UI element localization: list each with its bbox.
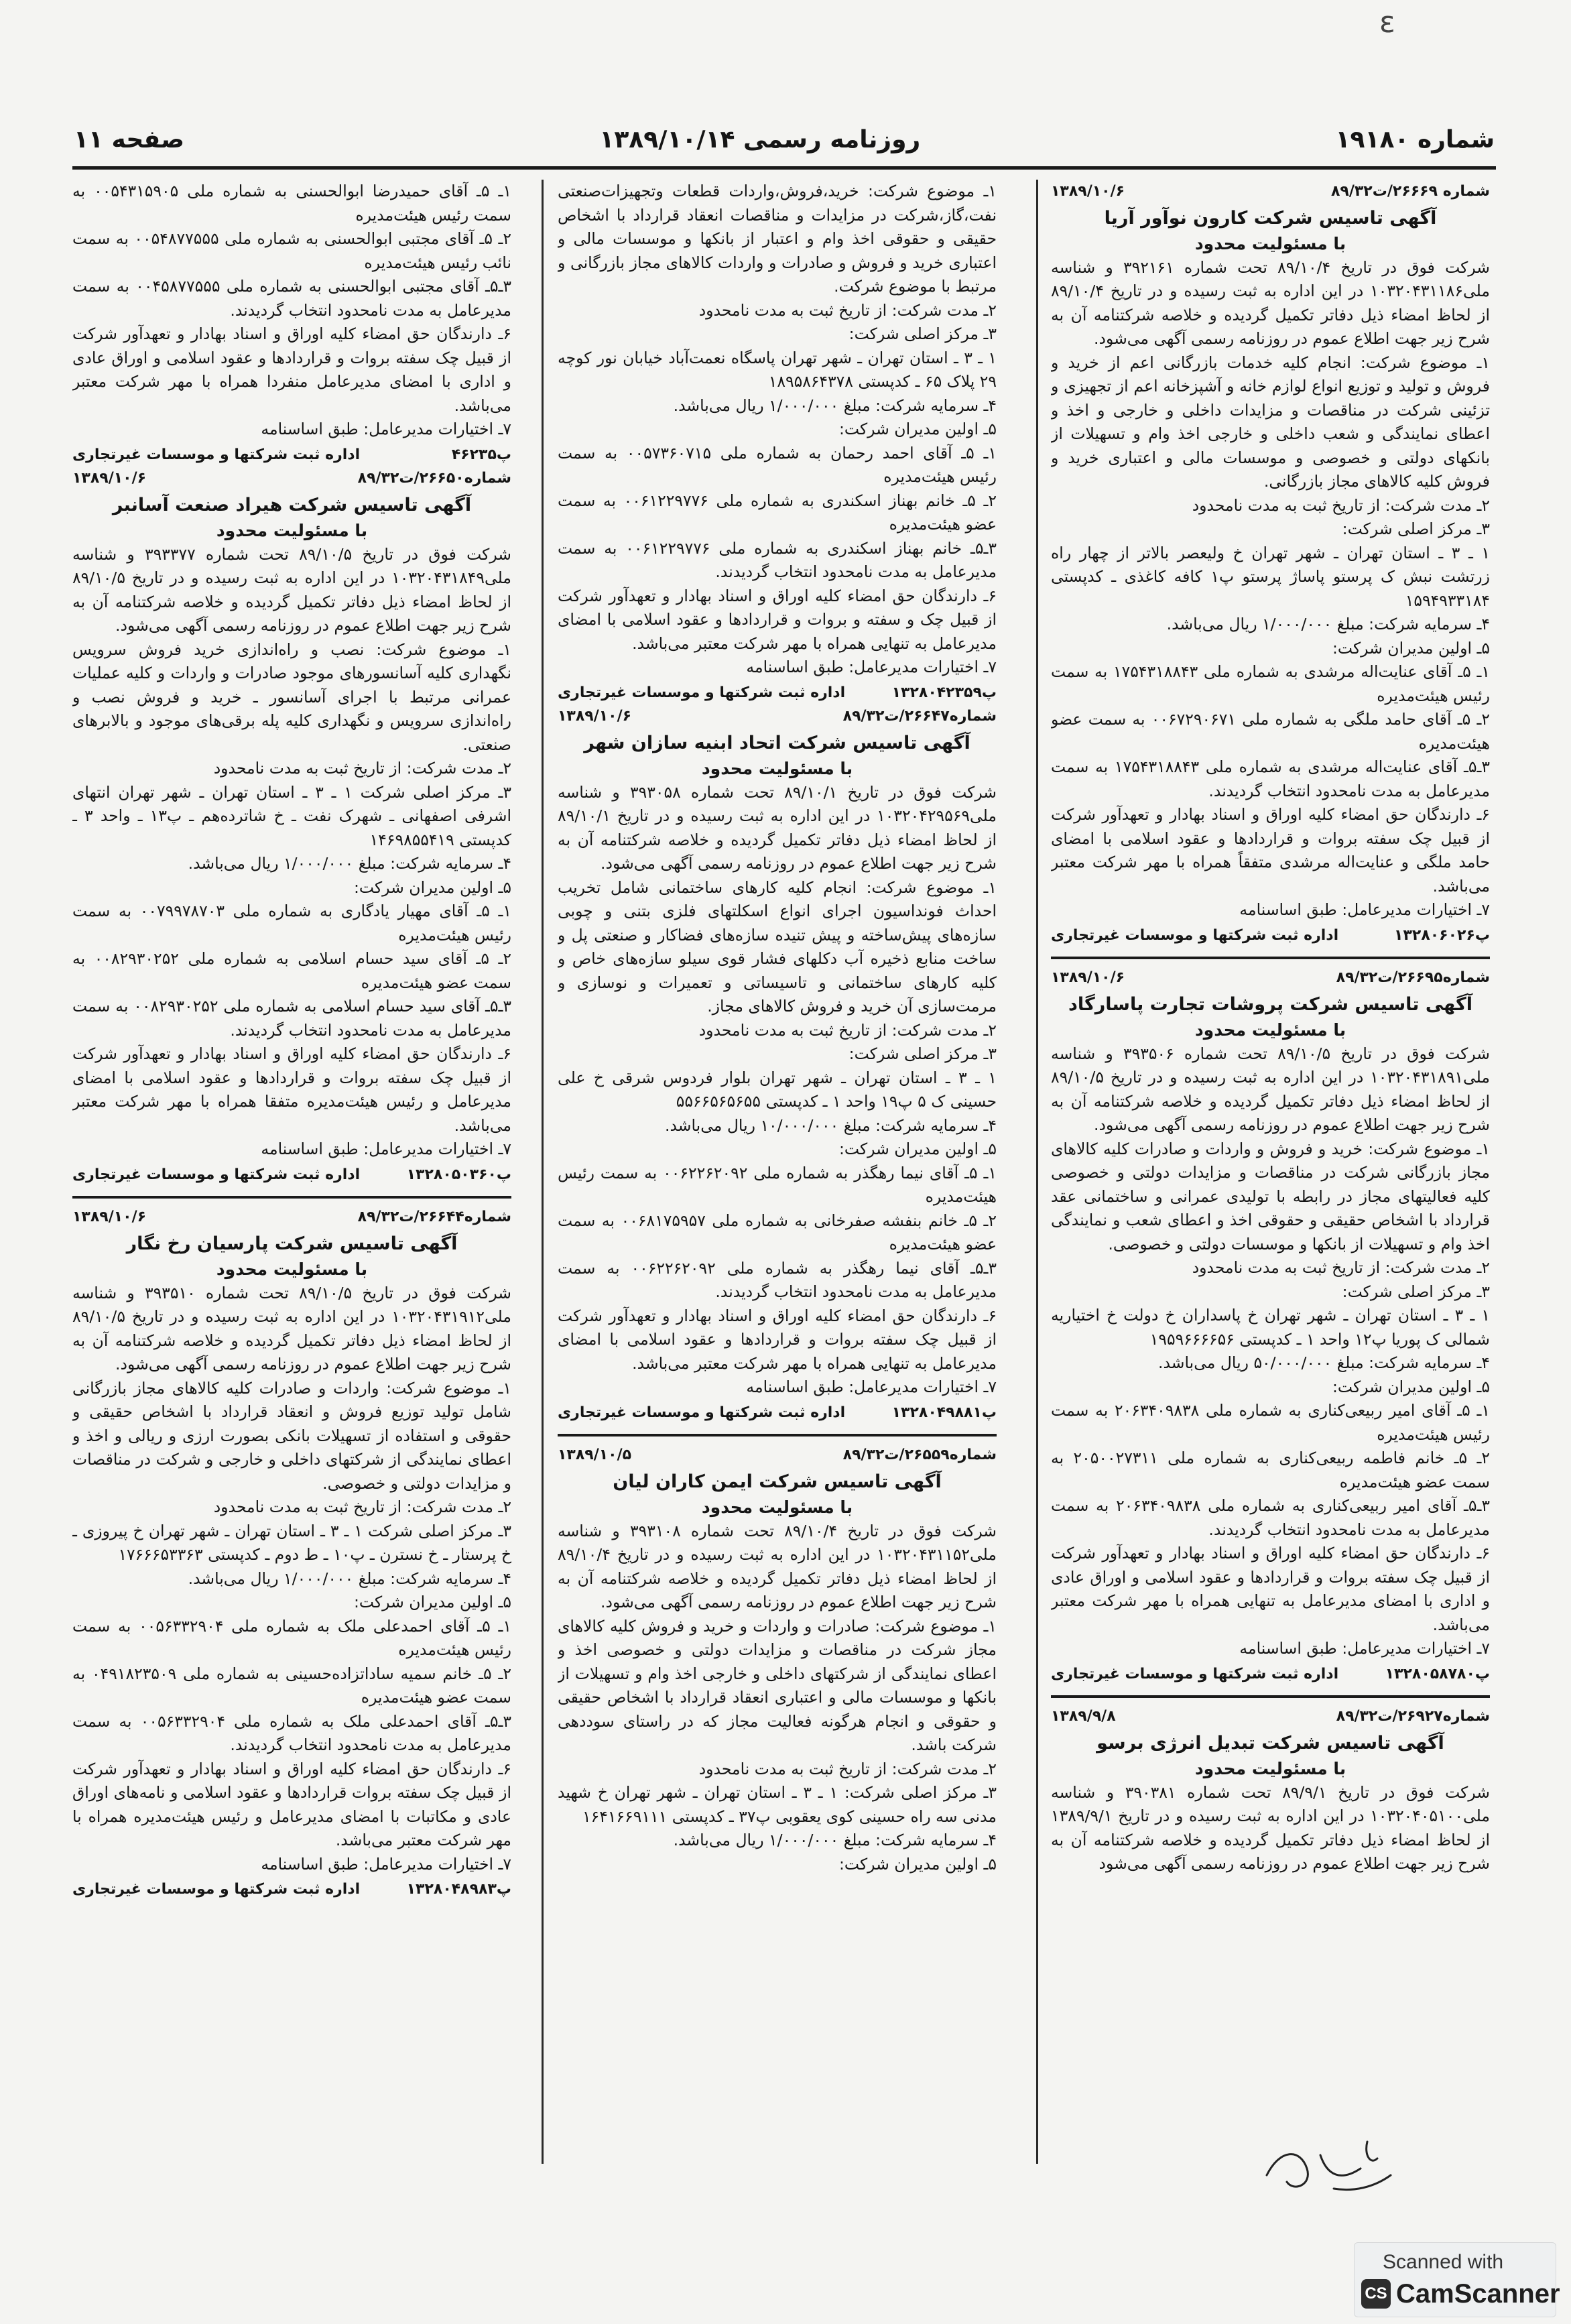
notice-ref-number: شماره۲۶۶۹۵/ت۸۹/۳۲ bbox=[1336, 969, 1490, 986]
notice-ref-number: شماره ۲۶۶۶۹/ت۸۹/۳۲ bbox=[1330, 183, 1490, 200]
notice-paragraph: ۷ـ اختیارات مدیرعامل: طبق اساسنامه bbox=[261, 1854, 511, 1874]
notice-footer bbox=[72, 1163, 511, 1187]
notice-ref-number: شماره۲۶۶۴۴/ت۸۹/۳۲ bbox=[357, 1209, 511, 1225]
notice-paragraph: ۲ـ مدت شرکت: از تاریخ ثبت به مدت نامحدود bbox=[1192, 495, 1490, 515]
notice-paragraph: ۷ـ اختیارات مدیرعامل: طبق اساسنامه bbox=[261, 420, 511, 438]
notice-paragraph: ۲ـ ۵ـ آقای سید حسام اسلامی به شماره ملی ۰۰۸۲۹۳۰۲۵۲ به سمت عضو هیئت‌مدیره bbox=[72, 949, 511, 992]
notice-paragraph: ۲ـ ۵ـ خانم سمیه ساداتزاده‌حسینی به شماره ملی ۰۴۹۱۸۲۳۵۰۹ به سمت عضو هیئت‌مدیره bbox=[72, 1664, 511, 1707]
registration-notice bbox=[1051, 957, 1490, 1695]
camscanner-watermark bbox=[1354, 2242, 1560, 2317]
notice-code: پ۱۳۲۸۰۶۰۲۶ bbox=[1394, 926, 1490, 944]
notice-paragraph: ۱ـ موضوع شرکت: واردات و صادرات کلیه کالاهای مجاز بازرگانی شامل تولید توزیع فروش و انعقاد قرارداد با اشخاص حقیقی و حقوقی و استفاده از تسهیلات بانکی بصورت ارزی و ریالی و اخذ و اعطای نمایندگی از شرکتهای داخلی و خارجی و شرکت در مناقصات و مزایدات دولتی و خصوصی. bbox=[72, 1378, 511, 1493]
notice-paragraph: ۶ـ دارندگان حق امضاء کلیه اوراق و اسناد بهادار و تعهدآور شرکت از قبیل چک سفته بروات و قراردادها و عقود اسلامی با امضای حامد ملگی و عنایت‌اله مرشدی متفقاً همراه با مهر شرکت معتبر می‌باشد. bbox=[1051, 805, 1490, 896]
notice-paragraph: ۲ـ ۵ـ آقای مجتبی ابوالحسنی به شماره ملی ۰۰۵۴۸۷۷۵۵۵ به سمت نائب رئیس هیئت‌مدیره bbox=[72, 229, 511, 272]
continued-notice-body bbox=[558, 180, 997, 680]
notice-date: ۱۳۸۹/۱۰/۶ bbox=[72, 1209, 147, 1225]
notice-subtitle: با مسئولیت محدود bbox=[1194, 233, 1346, 253]
notice-body bbox=[558, 781, 997, 1400]
notice-paragraph: شرکت فوق در تاریخ ۸۹/۹/۱ تحت شماره ۳۹۰۳۸۱ و شناسه ملی۱۰۳۲۰۴۰۵۱۰۰ در این اداره به ثبت رسیده و در تاریخ ۱۳۸۹/۹/۱ از لحاظ امضاء ذیل دفاتر تکمیل گردیده و خلاصه شرکتنامه آن به شرح زیر جهت اطلاع عموم در روزنامه رسمی آگهی می‌شود bbox=[1051, 1782, 1490, 1873]
notice-paragraph: ۳ـ مرکز اصلی شرکت ۱ ـ ۳ ـ استان تهران ـ شهر تهران خ پیروزی ـ خ پرستار ـ خ نسترن ـ پ۱۰ ـ ط دوم ـ کدپستی ۱۷۶۶۶۵۳۳۶۳ bbox=[72, 1521, 511, 1564]
notice-paragraph: ۱ـ ۵ـ آقای احمد رحمان به شماره ملی ۰۰۵۷۳۶۰۷۱۵ به سمت رئیس هیئت‌مدیره bbox=[558, 443, 997, 486]
notice-subtitle: با مسئولیت محدود bbox=[216, 1259, 368, 1279]
registration-notice bbox=[558, 705, 997, 1434]
notice-date: ۱۳۸۹/۱۰/۵ bbox=[558, 1447, 632, 1463]
notice-ref-number: شماره۲۶۶۴۷/ت۸۹/۳۲ bbox=[842, 708, 997, 725]
notice-paragraph: ۷ـ اختیارات مدیرعامل: طبق اساسنامه bbox=[746, 1378, 997, 1396]
registry-office: اداره ثبت شرکتها و موسسات غیرتجاری bbox=[558, 1404, 846, 1421]
notice-paragraph: ۵ـ اولین مدیران شرکت: bbox=[354, 1593, 511, 1611]
notice-paragraph: شرکت فوق در تاریخ ۸۹/۱۰/۵ تحت شماره ۳۹۳۵۱۰ و شناسه ملی۱۰۳۲۰۴۳۱۹۱۲ در این اداره به ثبت رسیده و در تاریخ ۸۹/۱۰/۵ از لحاظ امضاء ذیل دفاتر تکمیل گردیده و خلاصه شرکتنامه آن به شرح زیر جهت اطلاع عموم در روزنامه رسمی آگهی می‌شود. bbox=[72, 1283, 511, 1373]
notice-paragraph: ۳ـ مرکز اصلی شرکت: bbox=[1342, 519, 1490, 538]
notice-paragraph: ۲ـ مدت شرکت: از تاریخ ثبت به مدت نامحدود bbox=[1192, 1258, 1490, 1277]
notice-paragraph: ۱ـ ۵ـ آقای عنایت‌اله مرشدی به شماره ملی ۱۷۵۴۳۱۸۸۴۳ به سمت رئیس هیئت‌مدیره bbox=[1051, 662, 1490, 705]
notice-paragraph: ۶ـ دارندگان حق امضاء کلیه اوراق و اسناد بهادار و تعهدآور شرکت از قبیل چک سفته بروات و قراردادها و عقود اسلامی و اوراق عادی و اداری با امضای مدیرعامل منفردا همراه با مهر شرکت معتبر می‌باشد. bbox=[72, 324, 511, 415]
notice-paragraph: ۴ـ سرمایه شرکت: مبلغ ۱/۰۰۰/۰۰۰ ریال می‌باشد. bbox=[673, 1831, 997, 1849]
watermark-caption: Scanned with bbox=[1383, 2251, 1504, 2273]
notice-ref-number: شماره۲۶۹۲۷/ت۸۹/۳۲ bbox=[1336, 1708, 1490, 1725]
continued-notice bbox=[558, 180, 997, 705]
notice-paragraph: ۳ـ۵ـ آقای نیما رهگذر به شماره ملی ۰۰۶۲۲۶۲۰۹۲ به سمت مدیرعامل به مدت نامحدود انتخاب گردیدند. bbox=[558, 1258, 997, 1301]
notice-paragraph: ۷ـ اختیارات مدیرعامل: طبق اساسنامه bbox=[261, 1140, 511, 1158]
notice-reference-line bbox=[558, 705, 997, 729]
notice-subtitle: با مسئولیت محدود bbox=[1194, 1758, 1346, 1778]
notice-body bbox=[1051, 1042, 1490, 1661]
column-divider bbox=[542, 180, 544, 2164]
notice-paragraph: ۲ـ مدت شرکت: از تاریخ ثبت به مدت نامحدود bbox=[698, 300, 997, 320]
page-header bbox=[74, 119, 1495, 160]
registry-office: اداره ثبت شرکتها و موسسات غیرتجاری bbox=[558, 684, 846, 701]
left-column bbox=[72, 180, 511, 2164]
notice-code: پ۱۳۲۸۰۴۹۸۸۱ bbox=[891, 1404, 997, 1421]
notice-paragraph: ۴ـ سرمایه شرکت: مبلغ ۵۰/۰۰۰/۰۰۰ ریال می‌باشد. bbox=[1158, 1353, 1490, 1372]
notice-paragraph: ۱ـ ۵ـ آقای امیر ربیعی‌کناری به شماره ملی ۲۰۶۳۴۰۹۸۳۸ به سمت رئیس هیئت‌مدیره bbox=[1051, 1401, 1490, 1444]
notice-paragraph: ۴ـ سرمایه شرکت: مبلغ ۱/۰۰۰/۰۰۰ ریال می‌باشد. bbox=[188, 1569, 511, 1588]
notice-code: پ۴۶۲۳۵ bbox=[451, 446, 511, 463]
notice-code: پ۱۳۲۸۰۴۲۳۵۹ bbox=[891, 684, 997, 701]
notice-paragraph: ۱ـ موضوع شرکت: انجام کلیه خدمات بازرگانی اعم از خرید و فروش و تولید و توزیع انواع لوازم خانه و آشپزخانه اعم از تجهیزی و تزئینی شرکت در مناقصات و مزایدات داخلی و خارجی و اخذ و اعطای نمایندگی و شعب داخلی و خارجی اخذ وام و تسهیلات از بانکهای دولتی و خصوصی و موسسات مالی و اعتباری خرید و فروش کلیه کالاهای مجاز بازرگانی. bbox=[1051, 353, 1490, 491]
notice-footer bbox=[1051, 924, 1490, 948]
notice-body bbox=[1051, 256, 1490, 922]
registry-office: اداره ثبت شرکتها و موسسات غیرتجاری bbox=[1051, 1665, 1339, 1683]
registration-notice bbox=[558, 1434, 997, 1886]
notice-paragraph: ۱ـ موضوع شرکت: خرید و فروش و واردات و صادرات کلیه کالاهای مجاز بازرگانی شرکت در مناقصات و مزایدات دولتی و خصوصی کلیه فعالیتهای مجاز در رابطه با تولیدی عمرانی و ساختمانی عقد قرارداد با اشخاص حقیقی و حقوقی اخذ و اعطای شعب و نمایندگی اخذ وام و تسهیلات از بانکها و موسسات دولتی و خصوصی. bbox=[1051, 1139, 1490, 1253]
notice-paragraph: ۵ـ اولین مدیران شرکت: bbox=[354, 877, 511, 897]
notice-paragraph: ۱ـ موضوع شرکت: انجام کلیه کارهای ساختمانی شامل تخریب احداث فونداسیون اجرای انواع اسکلتهای فلزی بتنی و چوبی سازه‌های پیش‌ساخته و پیش تنیده سازه‌های فضاکار و صنعتی پل و ساخت منابع ذخیره آب دکلهای فشار قوی سیلو سازه‌های خاص و کلیه کارهای ساختمانی و تاسیساتی و تعمیرات و نوسازی و مرمت‌سازی آن خرید و فروش کالاهای مجاز. bbox=[558, 877, 997, 1016]
notice-paragraph: ۲ـ مدت شرکت: از تاریخ ثبت به مدت نامحدود bbox=[213, 759, 511, 778]
notice-paragraph: شرکت فوق در تاریخ ۸۹/۱۰/۵ تحت شماره ۳۹۳۳۷۷ و شناسه ملی۱۰۳۲۰۴۳۱۸۴۹ در این اداره به ثبت رسیده و در تاریخ ۸۹/۱۰/۵ از لحاظ امضاء ذیل دفاتر تکمیل گردیده و خلاصه شرکتنامه آن به شرح زیر جهت اطلاع عموم در روزنامه رسمی آگهی می‌شود. bbox=[72, 544, 511, 635]
notice-paragraph: ۳ـ مرکز اصلی شرکت ۱ ـ ۳ ـ استان تهران ـ شهر تهران انتهای اشرفی اصفهانی ـ شهرک نفت ـ خ شاترده‌هم ـ پ۱۳ ـ واحد ۳ ـ کدپستی ۱۴۶۹۸۵۵۴۱۹ bbox=[72, 782, 511, 849]
notice-paragraph: ۳ـ۵ـ آقای مجتبی ابوالحسنی به شماره ملی ۰۰۴۵۸۷۷۵۵۵ به سمت مدیرعامل به مدت نامحدود انتخاب گردیدند. bbox=[72, 277, 511, 320]
header-rule bbox=[72, 166, 1496, 170]
middle-column bbox=[558, 180, 997, 2164]
notice-paragraph: شرکت فوق در تاریخ ۸۹/۱۰/۴ تحت شماره ۳۹۳۱۰۸ و شناسه ملی۱۰۳۲۰۴۳۱۱۵۲ در این اداره به ثبت رسیده و در تاریخ ۸۹/۱۰/۴ از لحاظ امضاء ذیل دفاتر تکمیل گردیده و خلاصه شرکتنامه آن به شرح زیر جهت اطلاع عموم در روزنامه رسمی آگهی می‌شود. bbox=[558, 1521, 997, 1611]
notice-paragraph: ۳ـ۵ـ آقای احمدعلی ملک به شماره ملی ۰۰۵۶۳۳۲۹۰۴ به سمت مدیرعامل به مدت نامحدود انتخاب گردیدند. bbox=[72, 1711, 511, 1754]
notice-reference-line bbox=[72, 1205, 511, 1229]
notice-paragraph: ۵ـ اولین مدیران شرکت: bbox=[1332, 1377, 1490, 1396]
notice-paragraph: ۳ـ مرکز اصلی شرکت: bbox=[849, 1044, 997, 1063]
notice-paragraph: ۴ـ سرمایه شرکت: مبلغ ۱۰/۰۰۰/۰۰۰ ریال می‌باشد. bbox=[665, 1115, 997, 1135]
registration-notice bbox=[1051, 1695, 1490, 1886]
notice-title: آگهی تاسیس شرکت پارسیان رخ نگار bbox=[126, 1233, 458, 1254]
notice-paragraph: ۳ـ۵ـ آقای امیر ربیعی‌کناری به شماره ملی ۲۰۶۳۴۰۹۸۳۸ به سمت مدیرعامل به مدت نامحدود انتخاب گردیدند. bbox=[1051, 1496, 1490, 1539]
notice-date: ۱۳۸۹/۱۰/۶ bbox=[72, 470, 147, 487]
notice-paragraph: ۴ـ سرمایه شرکت: مبلغ ۱/۰۰۰/۰۰۰ ریال می‌باشد. bbox=[673, 395, 997, 415]
notice-ref-number: شماره۲۶۵۵۹/ت۸۹/۳۲ bbox=[842, 1447, 997, 1463]
corner-mark: ε bbox=[1379, 5, 1395, 40]
notice-paragraph: ۳ـ۵ـ آقای عنایت‌اله مرشدی به شماره ملی ۱۷۵۴۳۱۸۸۴۳ به سمت مدیرعامل به مدت نامحدود انتخاب گردیدند. bbox=[1051, 757, 1490, 800]
notice-body bbox=[72, 1282, 511, 1877]
notice-footer bbox=[72, 443, 511, 467]
newspaper-date-title: روزنامه رسمی ۱۳۸۹/۱۰/۱۴ bbox=[599, 125, 921, 154]
notice-title: آگهی تاسیس شرکت ایمن کاران لیان bbox=[613, 1471, 942, 1492]
watermark-brand: CamScanner bbox=[1396, 2279, 1560, 2309]
page-number: صفحه ۱۱ bbox=[74, 125, 184, 154]
notice-paragraph: ۱ـ موضوع شرکت: صادرات و واردات و خرید و فروش کلیه کالاهای مجاز شرکت در مناقصات و مزایدات دولتی و خصوصی اخذ و اعطای نمایندگی از شرکتهای داخلی و خارجی اخذ وام و تسهیلات از بانکها و موسسات مالی و اعتباری انعقاد قرارداد با اشخاص حقیقی و حقوقی و انجام هرگونه فعالیت مجاز که در راستای سوددهی شرکت باشد. bbox=[558, 1616, 997, 1754]
notice-paragraph: ۳ـ مرکز اصلی شرکت: ۱ ـ ۳ ـ استان تهران ـ شهر تهران خ شهید مدنی سه راه حسینی کوی یعقوبی پ۳۷ ـ کدپستی ۱۶۴۱۶۶۹۱۱۱ bbox=[558, 1783, 997, 1826]
notice-paragraph: ۵ـ اولین مدیران شرکت: bbox=[1332, 638, 1490, 658]
notice-paragraph: ۶ـ دارندگان حق امضاء کلیه اوراق و اسناد بهادار و تعهدآور شرکت از قبیل چک سفته بروات و قراردادها و عقود اسلامی با امضای مدیرعامل به تنهایی همراه با مهر شرکت معتبر می‌باشد. bbox=[558, 1306, 997, 1373]
notice-body bbox=[558, 1520, 997, 1877]
notice-paragraph: ۱ ـ ۳ ـ استان تهران ـ شهر تهران خ ولیعصر بالاتر از چهار راه زرتشت نبش ک پرستو پاساژ پرستو پ۱ کافه کاغذی ـ کدپستی ۱۵۹۴۹۳۳۱۸۴ bbox=[1051, 543, 1490, 610]
continued-notice bbox=[72, 180, 511, 467]
continued-notice-body bbox=[72, 180, 511, 442]
notice-paragraph: ۶ـ دارندگان حق امضاء کلیه اوراق و اسناد بهادار و تعهدآور شرکت از قبیل چک سفته بروات و قراردادها و عقود اسلامی و اوراق عادی و اداری با امضای مدیرعامل به تنهایی همراه با مهر شرکت معتبر می‌باشد. bbox=[1051, 1544, 1490, 1634]
notice-paragraph: ۲ـ مدت شرکت: از تاریخ ثبت به مدت نامحدود bbox=[698, 1020, 997, 1040]
notice-code: پ۱۳۲۸۰۴۸۹۸۳ bbox=[406, 1881, 511, 1898]
notice-paragraph: ۶ـ دارندگان حق امضاء کلیه اوراق و اسناد بهادار و تعهدآور شرکت از قبیل چک سفته بروات قراردادها و عقود اسلامی و نامه‌های اوراق عادی و مکاتبات با امضای مدیرعامل و رئیس هیئت‌مدیره همراه با مهر شرکت معتبر می‌باشد. bbox=[72, 1759, 511, 1849]
right-column bbox=[1051, 180, 1490, 2164]
notice-paragraph: ۳ـ مرکز اصلی شرکت: bbox=[1342, 1282, 1490, 1301]
notice-date: ۱۳۸۹/۱۰/۶ bbox=[1051, 969, 1125, 986]
notice-paragraph: ۱ ـ ۳ ـ استان تهران ـ شهر تهران خ پاسداران خ دولت خ اختیاریه شمالی ک پوریا پ۱۲ واحد ۱ ـ کدپستی ۱۹۵۹۶۶۶۶۵۶ bbox=[1051, 1306, 1490, 1349]
notice-subtitle: با مسئولیت محدود bbox=[1194, 1020, 1346, 1040]
notice-paragraph: ۲ـ ۵ـ خانم بنفشه صفرخانی به شماره ملی ۰۰۶۸۱۷۵۹۵۷ به سمت عضو هیئت‌مدیره bbox=[558, 1211, 997, 1253]
registry-office: اداره ثبت شرکتها و موسسات غیرتجاری bbox=[72, 446, 361, 463]
notice-date: ۱۳۸۹/۱۰/۶ bbox=[558, 708, 632, 725]
notice-reference-line bbox=[558, 1443, 997, 1467]
issue-number: شماره ۱۹۱۸۰ bbox=[1335, 125, 1495, 154]
notice-paragraph: ۲ـ ۵ـ آقای حامد ملگی به شماره ملی ۰۰۶۷۲۹۰۶۷۱ به سمت عضو هیئت‌مدیره bbox=[1051, 710, 1490, 753]
notice-title: آگهی تاسیس شرکت پروشات تجارت پاسارگاد bbox=[1068, 993, 1472, 1015]
notice-paragraph: ۳ـ۵ـ خانم بهناز اسکندری به شماره ملی ۰۰۶۱۲۲۹۷۷۶ به سمت مدیرعامل به مدت نامحدود انتخاب گردیدند. bbox=[558, 538, 997, 581]
notice-paragraph: ۱ـ موضوع شرکت: نصب و راه‌اندازی خرید فروش سرویس نگهداری کلیه آسانسورهای موجود صادرات و واردات و کلیه عملیات عمرانی مرتبط با اجرای آسانسور ـ خرید و فروش نصب و راه‌اندازی سرویس و نگهداری کلیه پله برقی‌های موجود و بالابرهای صنعتی. bbox=[72, 639, 511, 754]
notice-title: آگهی تاسیس شرکت هیراد صنعت آسانبر bbox=[112, 494, 472, 515]
handwritten-signature bbox=[1253, 2128, 1401, 2209]
notice-paragraph: شرکت فوق در تاریخ ۸۹/۱۰/۱ تحت شماره ۳۹۳۰۵۸ و شناسه ملی۱۰۳۲۰۴۲۹۵۶۹ در این اداره به ثبت رسیده و در تاریخ ۸۹/۱۰/۱ از لحاظ امضاء ذیل دفاتر تکمیل گردیده و خلاصه شرکتنامه آن به شرح زیر جهت اطلاع عموم در روزنامه رسمی آگهی می‌شود. bbox=[558, 782, 997, 873]
registry-office: اداره ثبت شرکتها و موسسات غیرتجاری bbox=[72, 1881, 361, 1898]
notice-paragraph: ۷ـ اختیارات مدیرعامل: طبق اساسنامه bbox=[746, 658, 997, 676]
notice-paragraph: ۱ـ ۵ـ آقای مهیار یادگاری به شماره ملی ۰۰۷۹۹۷۸۷۰۳ به سمت رئیس هیئت‌مدیره bbox=[72, 902, 511, 944]
notice-footer bbox=[72, 1878, 511, 1902]
notice-paragraph: ۶ـ دارندگان حق امضاء کلیه اوراق و اسناد بهادار و تعهدآور شرکت از قبیل چک و سفته و بروات و قراردادها و عقود اسلامی با امضای مدیرعامل به تنهایی همراه با مهر شرکت معتبر می‌باشد. bbox=[558, 586, 997, 653]
notice-reference-line bbox=[1051, 180, 1490, 204]
notice-paragraph: ۱ ـ ۳ ـ استان تهران ـ شهر تهران پاسگاه نعمت‌آباد خیابان نور کوچه ۲۹ پلاک ۶۵ ـ کدپستی ۱۸۹۵۸۶۴۳۷۸ bbox=[558, 348, 997, 391]
notice-date: ۱۳۸۹/۱۰/۶ bbox=[1051, 183, 1125, 200]
notice-date: ۱۳۸۹/۹/۸ bbox=[1051, 1708, 1116, 1725]
notice-paragraph: ۱ ـ ۳ ـ استان تهران ـ شهر تهران بلوار فردوس شرقی خ علی حسینی ک ۵ پ۱۹ واحد ۱ ـ کدپستی ۵۵۶۶۵۶۵۶۵۵ bbox=[558, 1068, 997, 1111]
camscanner-logo-icon: CS bbox=[1361, 2279, 1391, 2309]
notice-title: آگهی تاسیس شرکت کارون نوآور آریا bbox=[1104, 207, 1437, 229]
notice-subtitle: با مسئولیت محدود bbox=[701, 1497, 853, 1517]
notice-paragraph: ۲ـ مدت شرکت: از تاریخ ثبت به مدت نامحدود bbox=[698, 1759, 997, 1778]
notice-paragraph: ۵ـ اولین مدیران شرکت: bbox=[839, 1140, 997, 1158]
notice-paragraph: ۵ـ اولین مدیران شرکت: bbox=[839, 1854, 997, 1874]
registration-notice bbox=[72, 467, 511, 1196]
notice-paragraph: ۶ـ دارندگان حق امضاء کلیه اوراق و اسناد بهادار و تعهدآور شرکت از قبیل چک سفته بروات و قراردادها و عقود اسلامی با امضای مدیرعامل و رئیس هیئت‌مدیره متفقا همراه با مهر شرکت معتبر می‌باشد. bbox=[72, 1044, 511, 1135]
notice-paragraph: ۱ـ موضوع شرکت: خرید،فروش،واردات قطعات وتجهیزات‌صنعتی نفت،گاز،شرکت در مزایدات و مناقصات انعقاد قرارداد با اشخاص حقیقی و حقوقی اخذ وام و اعتبار از بانکها و موسسات مالی و اعتباری خرید و فروش و صادرات و واردات کالاهای مجاز بازرگانی و مرتبط با موضوع شرکت. bbox=[558, 182, 997, 296]
notice-reference-line bbox=[72, 467, 511, 491]
notice-reference-line bbox=[1051, 966, 1490, 990]
notice-subtitle: با مسئولیت محدود bbox=[216, 520, 368, 540]
notice-paragraph: ۵ـ اولین مدیران شرکت: bbox=[839, 420, 997, 438]
notice-paragraph: ۱ـ ۵ـ آقای احمدعلی ملک به شماره ملی ۰۰۵۶۳۳۲۹۰۴ به سمت رئیس هیئت‌مدیره bbox=[72, 1616, 511, 1659]
notice-paragraph: ۷ـ اختیارات مدیرعامل: طبق اساسنامه bbox=[1239, 900, 1490, 919]
notice-paragraph: ۳ـ مرکز اصلی شرکت: bbox=[849, 324, 997, 343]
notice-ref-number: شماره۲۶۶۵۰/ت۸۹/۳۲ bbox=[357, 470, 511, 487]
registry-office: اداره ثبت شرکتها و موسسات غیرتجاری bbox=[72, 1166, 361, 1183]
notice-paragraph: ۱ـ ۵ـ آقای نیما رهگذر به شماره ملی ۰۰۶۲۲۶۲۰۹۲ به سمت رئیس هیئت‌مدیره bbox=[558, 1163, 997, 1206]
notice-footer bbox=[1051, 1662, 1490, 1687]
registration-notice bbox=[1051, 180, 1490, 957]
notice-paragraph: شرکت فوق در تاریخ ۸۹/۱۰/۵ تحت شماره ۳۹۳۵۰۶ و شناسه ملی۱۰۳۲۰۴۳۱۸۹۱ در این اداره به ثبت رسیده و در تاریخ ۸۹/۱۰/۵ از لحاظ امضاء ذیل دفاتر تکمیل گردیده و خلاصه شرکتنامه آن به شرح زیر جهت اطلاع عموم در روزنامه رسمی آگهی می‌شود. bbox=[1051, 1044, 1490, 1134]
notice-body bbox=[1051, 1781, 1490, 1876]
notice-paragraph: ۷ـ اختیارات مدیرعامل: طبق اساسنامه bbox=[1239, 1639, 1490, 1658]
notice-footer bbox=[558, 681, 997, 705]
notice-body bbox=[72, 543, 511, 1162]
notice-paragraph: ۴ـ سرمایه شرکت: مبلغ ۱/۰۰۰/۰۰۰ ریال می‌باشد. bbox=[188, 854, 511, 873]
notice-paragraph: ۲ـ ۵ـ خانم بهناز اسکندری به شماره ملی ۰۰۶۱۲۲۹۷۷۶ به سمت عضو هیئت‌مدیره bbox=[558, 491, 997, 534]
notice-paragraph: ۲ـ ۵ـ خانم فاطمه ربیعی‌کناری به شماره ملی ۲۰۵۰۰۲۷۳۱۱ به سمت عضو هیئت‌مدیره bbox=[1051, 1449, 1490, 1491]
notice-code: پ۱۳۲۸۰۵۸۷۸۰ bbox=[1385, 1665, 1490, 1683]
notice-paragraph: شرکت فوق در تاریخ ۸۹/۱۰/۴ تحت شماره ۳۹۲۱۶۱ و شناسه ملی۱۰۳۲۰۴۳۱۱۸۶ در این اداره به ثبت رسیده و در تاریخ ۸۹/۱۰/۴ از لحاظ امضاء ذیل دفاتر تکمیل گردیده و خلاصه شرکتنامه آن به شرح زیر جهت اطلاع عموم در روزنامه رسمی آگهی می‌شود. bbox=[1051, 257, 1490, 348]
notice-footer bbox=[558, 1401, 997, 1425]
registry-office: اداره ثبت شرکتها و موسسات غیرتجاری bbox=[1051, 926, 1339, 944]
notice-paragraph: ۳ـ۵ـ آقای سید حسام اسلامی به شماره ملی ۰۰۸۲۹۳۰۲۵۲ به سمت مدیرعامل به مدت نامحدود انتخاب گردیدند. bbox=[72, 997, 511, 1040]
notice-subtitle: با مسئولیت محدود bbox=[701, 758, 853, 778]
notice-code: پ۱۳۲۸۰۵۰۳۶۰ bbox=[406, 1166, 511, 1183]
notice-paragraph: ۴ـ سرمایه شرکت: مبلغ ۱/۰۰۰/۰۰۰ ریال می‌باشد. bbox=[1166, 615, 1490, 633]
notice-title: آگهی تاسیس شرکت اتحاد ابنیه سازان شهر bbox=[584, 732, 970, 753]
registration-notice bbox=[72, 1196, 511, 1911]
notice-title: آگهی تاسیس شرکت تبدیل انرژی برسو bbox=[1096, 1732, 1444, 1754]
column-divider bbox=[1036, 180, 1038, 2164]
notice-reference-line bbox=[1051, 1705, 1490, 1729]
notice-paragraph: ۲ـ مدت شرکت: از تاریخ ثبت به مدت نامحدود bbox=[213, 1497, 511, 1516]
notice-paragraph: ۱ـ ۵ـ آقای حمیدرضا ابوالحسنی به شماره ملی ۰۰۵۴۳۱۵۹۰۵ به سمت رئیس هیئت‌مدیره bbox=[72, 182, 511, 225]
